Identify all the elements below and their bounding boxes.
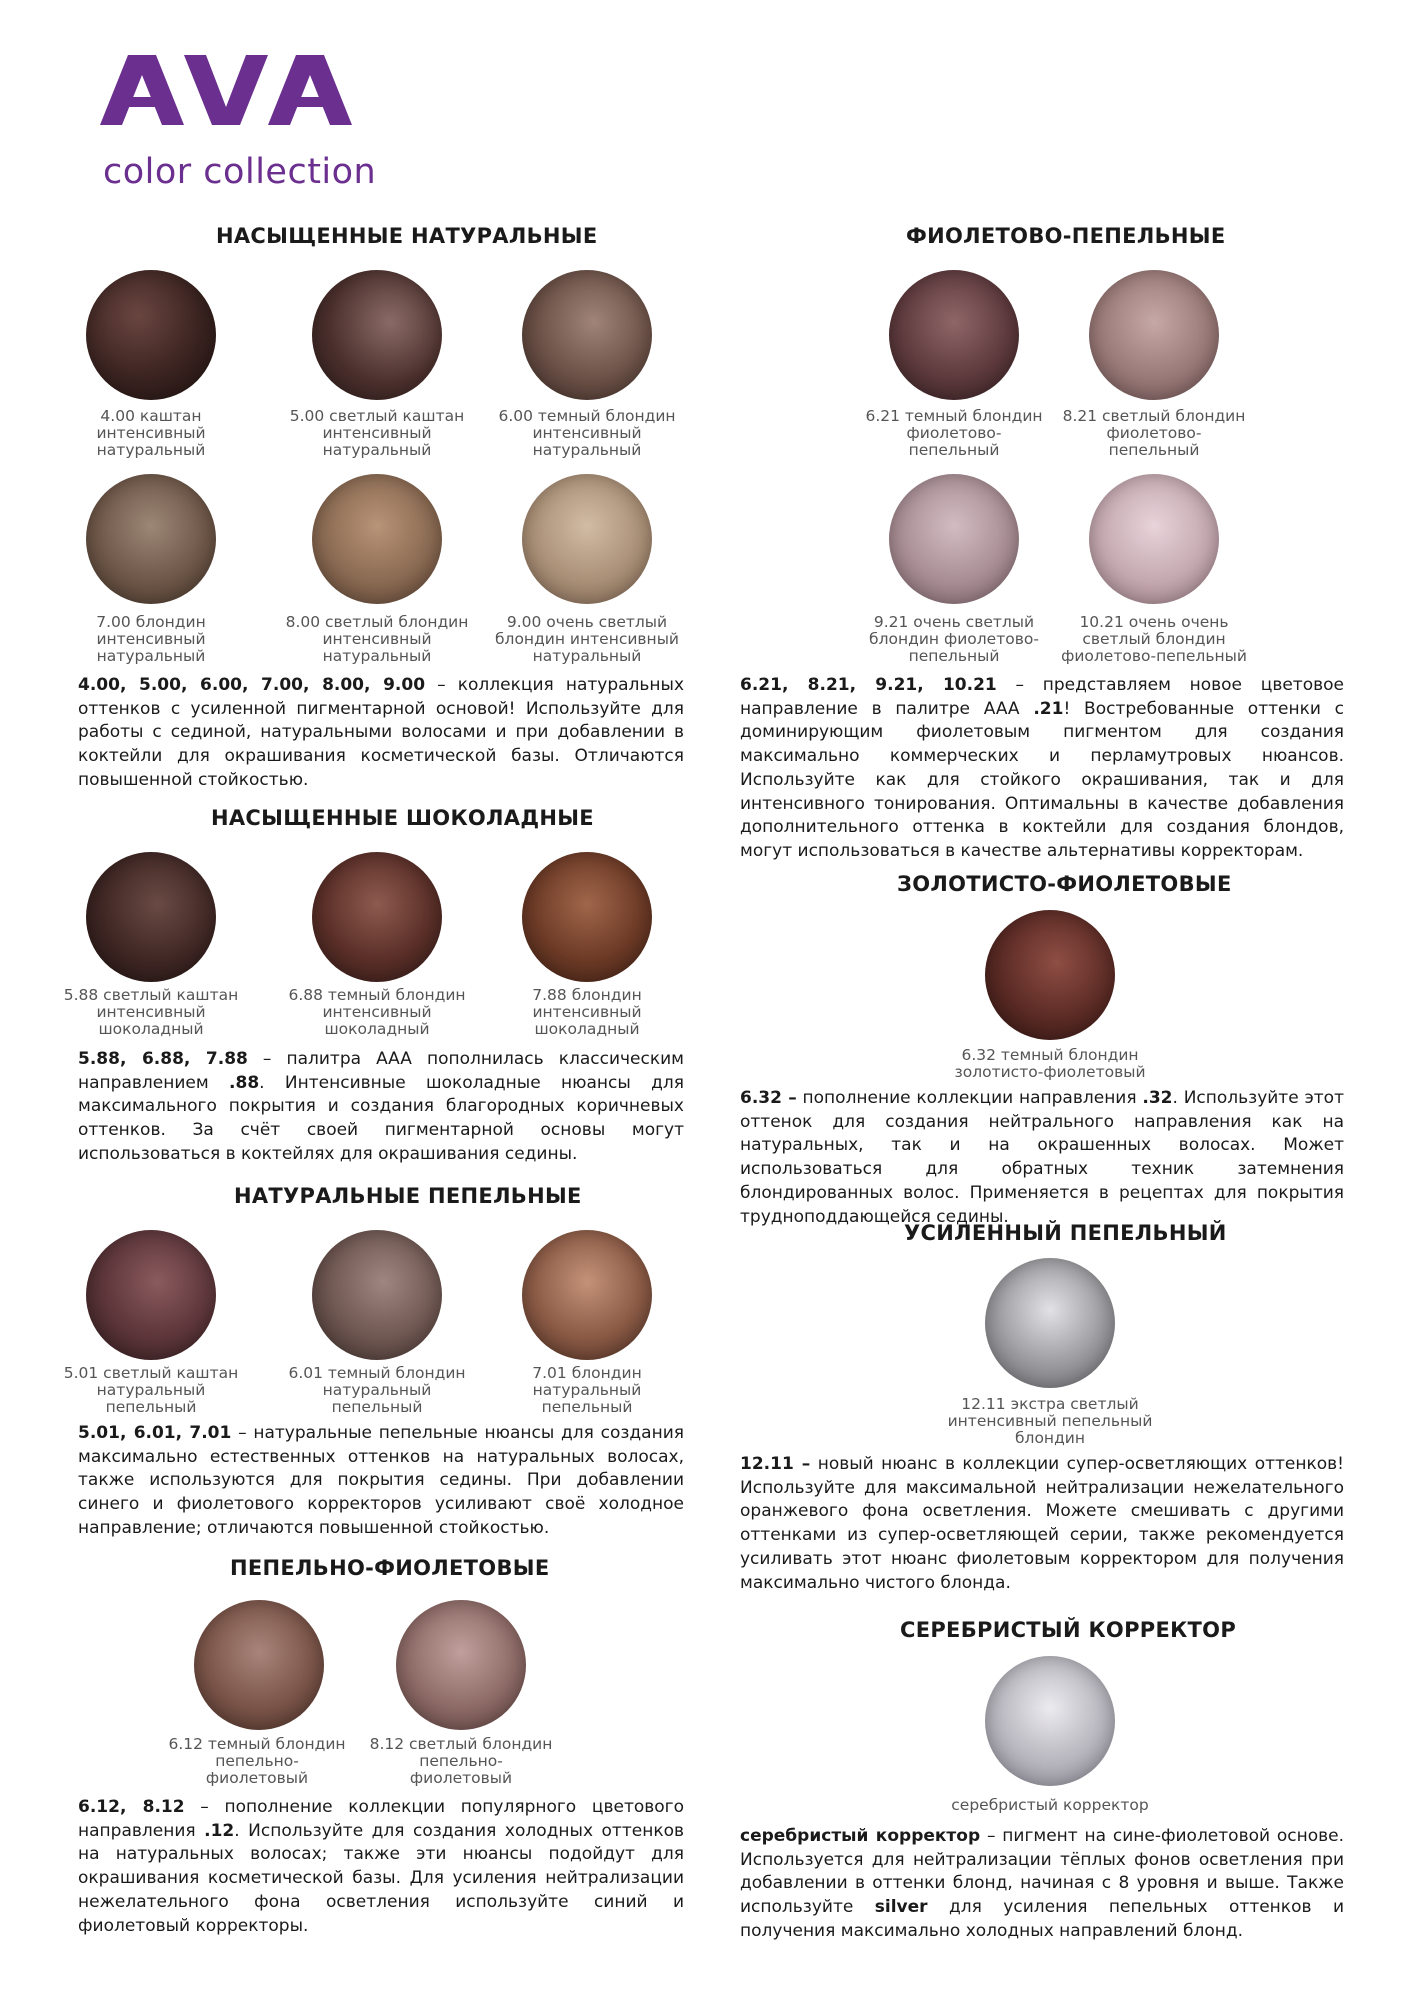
caption-6-01: 6.01 темный блондин натуральный пепельный: [288, 1364, 466, 1416]
swatch-6-00: [522, 270, 652, 400]
brand-subtitle: color collection: [103, 152, 377, 192]
desc-ash-violet: 6.12, 8.12 – пополнение коллекции популярного цветового направления .12. Используйте для создания холодных оттенков на натуральных волосах; также эти нюансы подойдут для окрашивания косметической базы. Для усиления нейтрализации нежелательного фона осветления используйте синий и фиолетовый корректоры.: [78, 1797, 685, 1936]
swatch-5-01: [86, 1230, 216, 1360]
caption-6-12: 6.12 темный блондин пепельно- фиолетовый: [168, 1735, 346, 1787]
caption-7-00: 7.00 блондин интенсивный натуральный: [96, 613, 206, 665]
heading-natural: НАСЫЩЕННЫЕ НАТУРАЛЬНЫЕ: [216, 224, 598, 248]
swatch-7-01: [522, 1230, 652, 1360]
codes-gold-violet: 6.32 –: [740, 1088, 797, 1108]
swatch-5-00: [312, 270, 442, 400]
caption-9-00: 9.00 очень светлый блондин интенсивный натуральный: [494, 613, 680, 665]
swatch-6-88: [312, 852, 442, 982]
swatch-9-21: [889, 474, 1019, 604]
swatch-6-32: [985, 910, 1115, 1040]
caption-10-21: 10.21 очень очень светлый блондин фиолетово-пепельный: [1061, 613, 1247, 665]
caption-7-01: 7.01 блондин натуральный пепельный: [532, 1364, 642, 1416]
swatch-7-88: [522, 852, 652, 982]
desc-silver: серебристый корректор – пигмент на сине-фиолетовой основе. Используется для нейтрализации тёплых фонов осветления при добавлении в оттенки блонд, начиная с 8 уровня и выше. Также используйте silver для усиления пепельных оттенков и получения максимально холодных направлений блонд.: [740, 1826, 1344, 1941]
caption-6-00: 6.00 темный блондин интенсивный натуральный: [498, 407, 676, 459]
swatch-8-12: [396, 1600, 526, 1730]
swatch-5-88: [86, 852, 216, 982]
caption-8-12: 8.12 светлый блондин пепельно- фиолетовый: [369, 1735, 553, 1787]
caption-8-21: 8.21 светлый блондин фиолетово- пепельный: [1062, 407, 1246, 459]
heading-ash-strong: УСИЛЕННЫЙ ПЕПЕЛЬНЫЙ: [904, 1221, 1227, 1245]
heading-ash-violet: ПЕПЕЛЬНО-ФИОЛЕТОВЫЕ: [230, 1556, 550, 1580]
codes-chocolate: 5.88, 6.88, 7.88: [78, 1049, 248, 1069]
caption-silver: серебристый корректор: [951, 1796, 1149, 1814]
logo-letter-a1: [100, 55, 184, 125]
logo-letter-a3: [268, 55, 352, 125]
heading-chocolate: НАСЫЩЕННЫЕ ШОКОЛАДНЫЕ: [211, 806, 594, 830]
codes-ash-violet: 6.12, 8.12: [78, 1797, 185, 1817]
swatch-8-21: [1089, 270, 1219, 400]
swatch-12-11: [985, 1258, 1115, 1388]
codes-ash-strong: 12.11 –: [740, 1454, 811, 1474]
swatch-10-21: [1089, 474, 1219, 604]
swatch-6-12: [194, 1600, 324, 1730]
caption-5-00: 5.00 светлый каштан интенсивный натуральный: [289, 407, 465, 459]
swatch-4-00: [86, 270, 216, 400]
codes-natural: 4.00, 5.00, 6.00, 7.00, 8.00, 9.00: [78, 675, 426, 695]
swatch-8-00: [312, 474, 442, 604]
caption-5-88: 5.88 светлый каштан интенсивный шоколадный: [63, 986, 239, 1038]
caption-7-88: 7.88 блондин интенсивный шоколадный: [532, 986, 642, 1038]
desc-chocolate: 5.88, 6.88, 7.88 – палитра AAA пополнилась классическим направлением .88. Интенсивные шоколадные нюансы для максимального покрытия и создания благородных коричневых оттенков. За счёт своей пигментарной основы могут использоваться в коктейлях для окрашивания седины.: [78, 1049, 684, 1164]
desc-natural: 4.00, 5.00, 6.00, 7.00, 8.00, 9.00 – коллекция натуральных оттенков с усиленной пигментарной основой! Используйте для работы с сединой, натуральными волосами и при добавлении в коктейли для окрашивания косметической базы. Отличаются повышенной стойкостью.: [78, 675, 685, 790]
logo-letter-a2: [184, 55, 268, 125]
heading-violet-ash: ФИОЛЕТОВО-ПЕПЕЛЬНЫЕ: [906, 224, 1226, 248]
caption-6-88: 6.88 темный блондин интенсивный шоколадный: [288, 986, 466, 1038]
codes-violet-ash: 6.21, 8.21, 9.21, 10.21: [740, 675, 997, 695]
desc-ash-natural: 5.01, 6.01, 7.01 – натуральные пепельные нюансы для создания максимально естественных оттенков на натуральных волосах, также используются для покрытия седины. При добавлении синего и фиолетового корректоров усиливают своё холодное направление; отличаются повышенной стойкостью.: [78, 1423, 684, 1538]
desc-violet-ash: 6.21, 8.21, 9.21, 10.21 – представляем новое цветовое направление в палитре AAA .21! Востребованные оттенки с доминирующим фиолетовым пигментом для создания максимально коммерческих и перламутровых нюансов. Используйте как для стойкого окрашивания, так и для интенсивного тонирования. Оптимальны в качестве добавления дополнительного оттенка в коктейли для создания блондов, могут использоваться в качестве альтернативы корректорам.: [740, 675, 1344, 861]
codes-silver: серебристый корректор: [740, 1826, 981, 1846]
heading-ash-natural: НАТУРАЛЬНЫЕ ПЕПЕЛЬНЫЕ: [234, 1184, 582, 1208]
desc-ash-strong: 12.11 – новый нюанс в коллекции супер-осветляющих оттенков! Используйте для максимальной нейтрализации нежелательного оранжевого фона осветления. Можете смешивать с другими оттенками из супер-осветляющей серии, также рекомендуется усиливать этот нюанс фиолетовым корректором для получения максимально чистого блонда.: [740, 1454, 1344, 1593]
caption-8-00: 8.00 светлый блондин интенсивный натуральный: [285, 613, 469, 665]
caption-6-21: 6.21 темный блондин фиолетово- пепельный: [865, 407, 1043, 459]
caption-9-21: 9.21 очень светлый блондин фиолетово- пепельный: [869, 613, 1039, 665]
heading-silver: СЕРЕБРИСТЫЙ КОРРЕКТОР: [900, 1618, 1237, 1642]
swatch-7-00: [86, 474, 216, 604]
caption-6-32: 6.32 темный блондин золотисто-фиолетовый: [954, 1046, 1146, 1081]
swatch-6-21: [889, 270, 1019, 400]
heading-gold-violet: ЗОЛОТИСТО-ФИОЛЕТОВЫЕ: [897, 872, 1232, 896]
caption-5-01: 5.01 светлый каштан натуральный пепельный: [63, 1364, 239, 1416]
swatch-silver: [985, 1656, 1115, 1786]
swatch-9-00: [522, 474, 652, 604]
caption-12-11: 12.11 экстра светлый интенсивный пепельный блондин: [947, 1395, 1153, 1447]
desc-gold-violet: 6.32 – пополнение коллекции направления .32. Используйте этот оттенок для создания нейтрального направления как на натуральных, так и на окрашенных волосах. Может использоваться для обратных техник затемнения блондированных волос. Применяется в рецептах для покрытия трудноподдающейся седины.: [740, 1088, 1344, 1227]
caption-4-00: 4.00 каштан интенсивный натуральный: [96, 407, 206, 459]
codes-ash-natural: 5.01, 6.01, 7.01: [78, 1423, 232, 1443]
swatch-6-01: [312, 1230, 442, 1360]
